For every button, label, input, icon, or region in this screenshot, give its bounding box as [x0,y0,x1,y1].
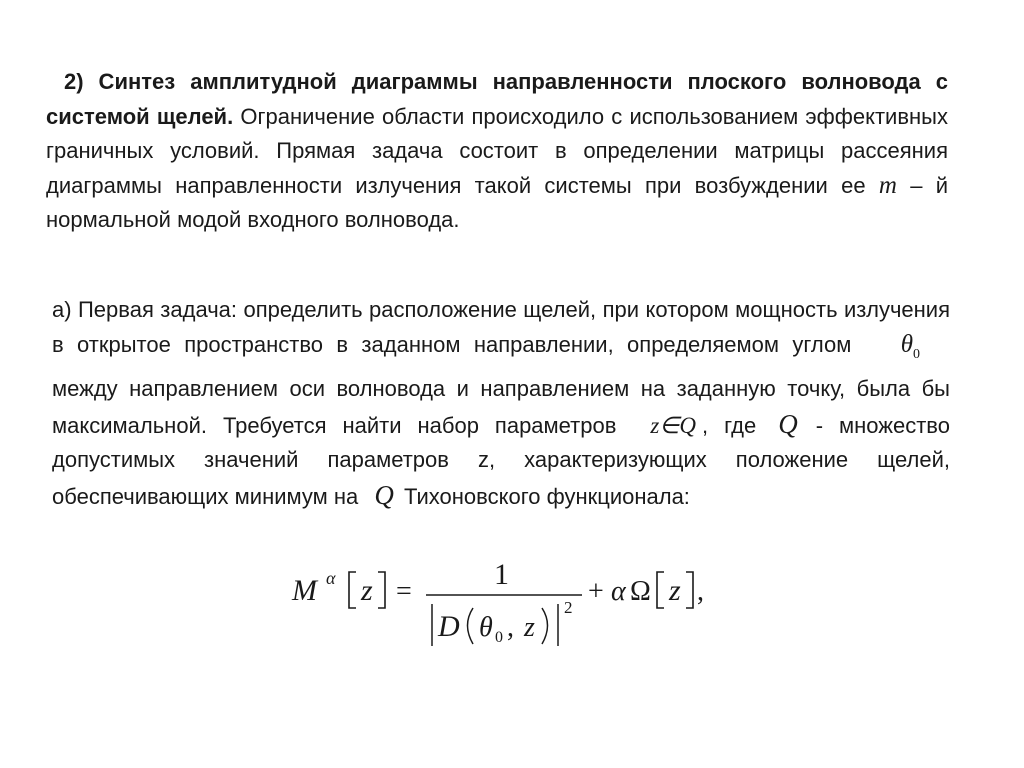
set-q-symbol-2: Q [374,479,394,510]
den-comma: , [507,612,514,643]
equals-sign: = [396,576,412,607]
mode-index-variable: m [878,171,897,199]
superscript-alpha: α [326,568,336,588]
task-a-paragraph [52,293,950,514]
tikhonov-functional-formula [286,548,736,658]
z-in-q-expression: z∈Q [650,412,697,438]
den-right-paren [542,608,548,644]
lhs-right-bracket [378,572,385,608]
set-q-symbol: Q [778,408,798,439]
den-theta-subscript: 0 [495,629,503,646]
problem-2-paragraph [46,65,948,238]
problem-2-body-start: Ограничение области происходило с использованием эффективных граничных условий. Прямая задача состоит в определении матрицы рассеяния диаграммы направленности излучения такой системы при возбуждении ее [46,103,948,198]
fraction-numerator: 1 [494,558,509,591]
formula-comma: , [697,576,704,607]
task-a-text-4: - множество допустимых значений параметров z, характеризующих положение щелей, обеспечивающих минимум на [52,412,950,509]
den-power: 2 [564,598,573,617]
lhs-argument-z: z [361,574,373,607]
pattern-d: D [438,610,460,643]
task-a-text-5: Тихоновского функционала: [404,483,690,509]
task-a-text-2: между направлением оси волновода и направлением на заданную точку, была бы максимальной. Требуется найти набор параметров [52,376,950,438]
rhs-left-bracket [657,572,664,608]
stabilizer-omega: Ω [630,576,651,607]
rhs-argument-z: z [669,574,681,607]
theta-zero-symbol: $\theta_0$ [900,330,920,362]
lhs-left-bracket [349,572,356,608]
plus-sign: + [588,576,604,607]
rhs-right-bracket [686,572,693,608]
problem-2-body-end: – й нормальной модой входного волновода. [46,172,948,232]
regularization-alpha: α [611,576,626,607]
den-left-paren [468,608,474,644]
task-a-text-1: а) Первая задача: определить расположение щелей, при котором мощность излучения в открытое пространство в заданном направлении, определяемом углом [52,297,950,357]
den-z: z [524,612,535,643]
task-a-text-3: , где [702,412,757,438]
den-theta: θ [479,612,493,643]
functional-m: M [292,574,317,607]
problem-2-heading: 2) Синтез амплитудной диаграммы направленности плоского волновода с системой щелей. [46,69,948,129]
